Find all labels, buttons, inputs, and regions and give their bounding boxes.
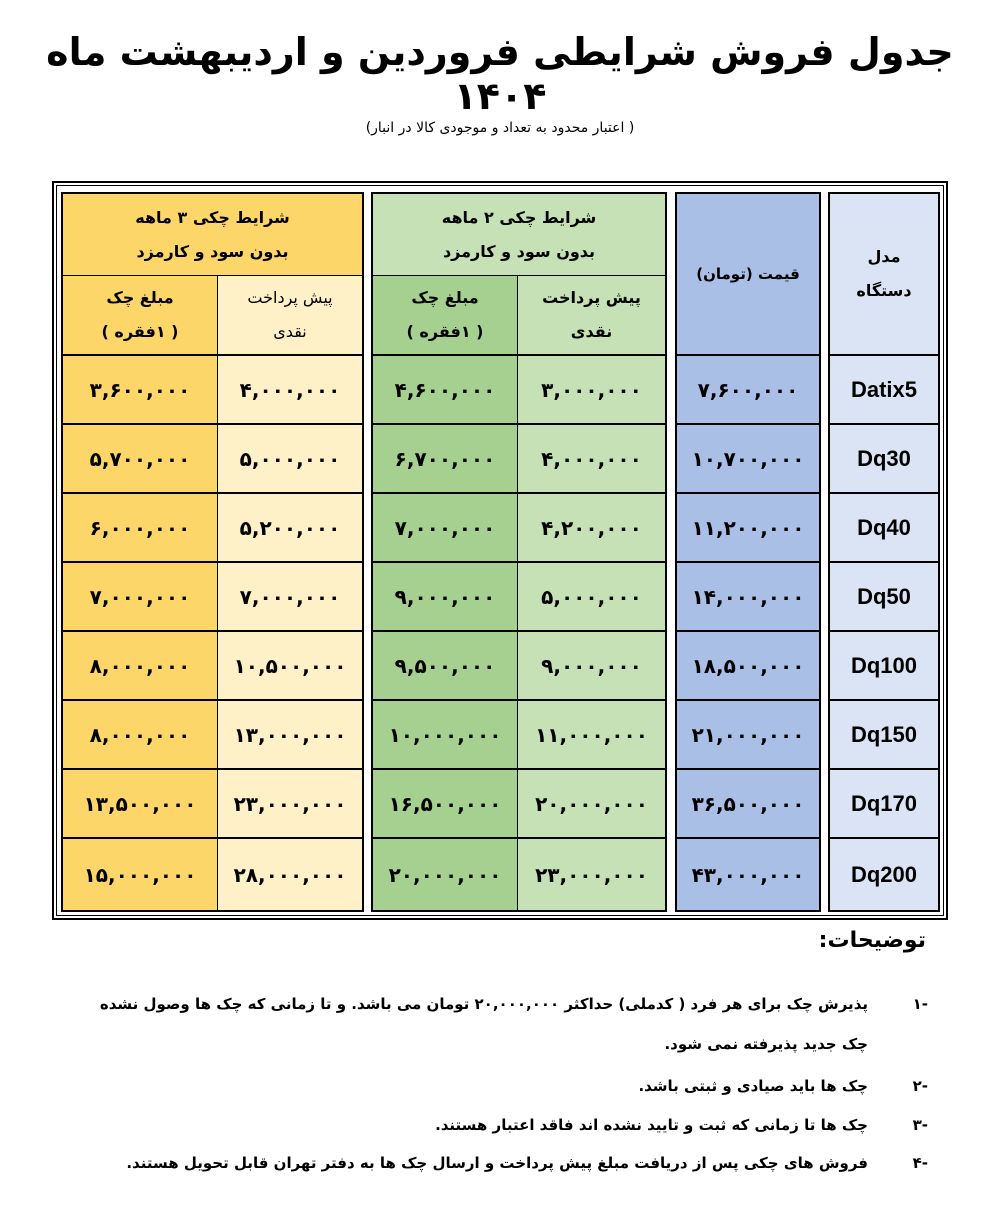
page-title: جدول فروش شرایطی فروردین و اردیبهشت ماه ۱۴۰۴ (46, 30, 954, 118)
price-cell: ۱۰,۷۰۰,۰۰۰ (677, 425, 819, 494)
three-month-prepay-header (217, 276, 362, 356)
three-month-prepay-cell: ۵,۰۰۰,۰۰۰ (217, 425, 362, 494)
notes-title: توضیحات: (818, 928, 926, 953)
price-header-line-1: قیمت (تومان) (696, 265, 800, 283)
two-month-prepay-cell: ۴,۲۰۰,۰۰۰ (517, 494, 665, 563)
model-header (830, 194, 938, 356)
two-month-check-cell: ۹,۰۰۰,۰۰۰ (373, 563, 517, 632)
two-month-prepay-cell: ۳,۰۰۰,۰۰۰ (517, 356, 665, 425)
three-month-check-cell: ۸,۰۰۰,۰۰۰ (63, 632, 217, 701)
note-item (68, 1105, 928, 1145)
three-month-prepay-cell: ۵,۲۰۰,۰۰۰ (217, 494, 362, 563)
three-month-check-cell: ۵,۷۰۰,۰۰۰ (63, 425, 217, 494)
three-month-prepay-cell: ۴,۰۰۰,۰۰۰ (217, 356, 362, 425)
two-month-prepay-cell: ۴,۰۰۰,۰۰۰ (517, 425, 665, 494)
model-cell: Dq170 (830, 770, 938, 839)
note-item (68, 1143, 928, 1183)
note-number: -۲ (912, 1077, 928, 1095)
two-month-check-header (373, 276, 517, 356)
three-month-check-cell: ۶,۰۰۰,۰۰۰ (63, 494, 217, 563)
two-month-check-line-1: مبلغ چک (411, 288, 479, 307)
price-cell: ۱۸,۵۰۰,۰۰۰ (677, 632, 819, 701)
three-month-prepay-cell: ۷,۰۰۰,۰۰۰ (217, 563, 362, 632)
three-month-check-cell: ۸,۰۰۰,۰۰۰ (63, 701, 217, 770)
model-header-line-2: دستگاه (856, 281, 912, 300)
two-month-check-cell: ۶,۷۰۰,۰۰۰ (373, 425, 517, 494)
note-text: چک جدید پذیرفته نمی شود. (664, 1035, 868, 1053)
three-month-prepay-cell: ۲۳,۰۰۰,۰۰۰ (217, 770, 362, 839)
three-month-check-cell: ۱۳,۵۰۰,۰۰۰ (63, 770, 217, 839)
note-item (68, 984, 928, 1064)
two-month-prepay-cell: ۵,۰۰۰,۰۰۰ (517, 563, 665, 632)
three-month-check-line-1: مبلغ چک (106, 288, 174, 307)
model-cell: Dq50 (830, 563, 938, 632)
three-month-prepay-cell: ۲۸,۰۰۰,۰۰۰ (217, 839, 362, 910)
price-cell: ۷,۶۰۰,۰۰۰ (677, 356, 819, 425)
model-cell: Dq30 (830, 425, 938, 494)
two-month-prepay-line-2: نقدی (570, 322, 613, 341)
three-month-check-line-2: ( ۱فقره ) (101, 322, 179, 341)
two-month-header-line-1: شرایط چکی ۲ ماهه (441, 207, 597, 227)
price-cell: ۳۶,۵۰۰,۰۰۰ (677, 770, 819, 839)
note-text: فروش های چکی پس از دریافت مبلغ پیش پرداخت و ارسال چک ها به دفتر تهران قابل تحویل هستند. (126, 1154, 868, 1172)
three-month-check-header (63, 276, 217, 356)
note-number: -۳ (912, 1116, 928, 1134)
three-month-prepay-line-1: پیش پرداخت (247, 288, 333, 307)
note-text: چک ها تا زمانی که ثبت و تایید نشده اند فاقد اعتبار هستند. (435, 1116, 868, 1134)
two-month-prepay-cell: ۱۱,۰۰۰,۰۰۰ (517, 701, 665, 770)
three-month-header-line-2: بدون سود و کارمزد (136, 241, 289, 261)
three-month-group-header (63, 194, 362, 276)
note-text: پذیرش چک برای هر فرد ( کدملی) حداکثر ۲۰,۰۰۰,۰۰۰ تومان می باشد. و تا زمانی که چک ها وصول نشده (99, 995, 868, 1013)
two-month-check-cell: ۲۰,۰۰۰,۰۰۰ (373, 839, 517, 910)
two-month-prepay-line-1: پیش پرداخت (542, 288, 641, 307)
price-cell: ۱۱,۲۰۰,۰۰۰ (677, 494, 819, 563)
three-month-check-cell: ۷,۰۰۰,۰۰۰ (63, 563, 217, 632)
model-cell: Datix5 (830, 356, 938, 425)
model-cell: Dq40 (830, 494, 938, 563)
price-cell: ۲۱,۰۰۰,۰۰۰ (677, 701, 819, 770)
two-month-check-cell: ۱۰,۰۰۰,۰۰۰ (373, 701, 517, 770)
page-subtitle: ( اعتبار محدود به تعداد و موجودی کالا در انبار) (365, 120, 635, 136)
three-month-check-cell: ۱۵,۰۰۰,۰۰۰ (63, 839, 217, 910)
two-month-prepay-cell: ۲۳,۰۰۰,۰۰۰ (517, 839, 665, 910)
two-month-prepay-cell: ۹,۰۰۰,۰۰۰ (517, 632, 665, 701)
three-month-prepay-cell: ۱۰,۵۰۰,۰۰۰ (217, 632, 362, 701)
price-cell: ۱۴,۰۰۰,۰۰۰ (677, 563, 819, 632)
two-month-check-cell: ۴,۶۰۰,۰۰۰ (373, 356, 517, 425)
model-cell: Dq100 (830, 632, 938, 701)
note-number: -۴ (912, 1154, 928, 1172)
two-month-header-line-2: بدون سود و کارمزد (442, 241, 596, 261)
two-month-check-cell: ۱۶,۵۰۰,۰۰۰ (373, 770, 517, 839)
two-month-prepay-header (517, 276, 665, 356)
three-month-check-cell: ۳,۶۰۰,۰۰۰ (63, 356, 217, 425)
note-number: -۱ (912, 995, 928, 1013)
two-month-prepay-cell: ۲۰,۰۰۰,۰۰۰ (517, 770, 665, 839)
note-item (68, 1066, 928, 1106)
three-month-header-line-1: شرایط چکی ۳ ماهه (135, 207, 290, 227)
price-header (677, 194, 819, 356)
three-month-prepay-cell: ۱۳,۰۰۰,۰۰۰ (217, 701, 362, 770)
two-month-check-cell: ۹,۵۰۰,۰۰۰ (373, 632, 517, 701)
model-header-line-1: مدل (867, 247, 901, 266)
two-month-check-line-2: ( ۱فقره ) (406, 322, 484, 341)
three-month-prepay-line-2: نقدی (273, 322, 307, 341)
price-cell: ۴۳,۰۰۰,۰۰۰ (677, 839, 819, 910)
two-month-check-cell: ۷,۰۰۰,۰۰۰ (373, 494, 517, 563)
two-month-group-header (373, 194, 665, 276)
note-text: چک ها باید صیادی و ثبتی باشد. (638, 1077, 868, 1095)
model-cell: Dq150 (830, 701, 938, 770)
model-cell: Dq200 (830, 839, 938, 910)
